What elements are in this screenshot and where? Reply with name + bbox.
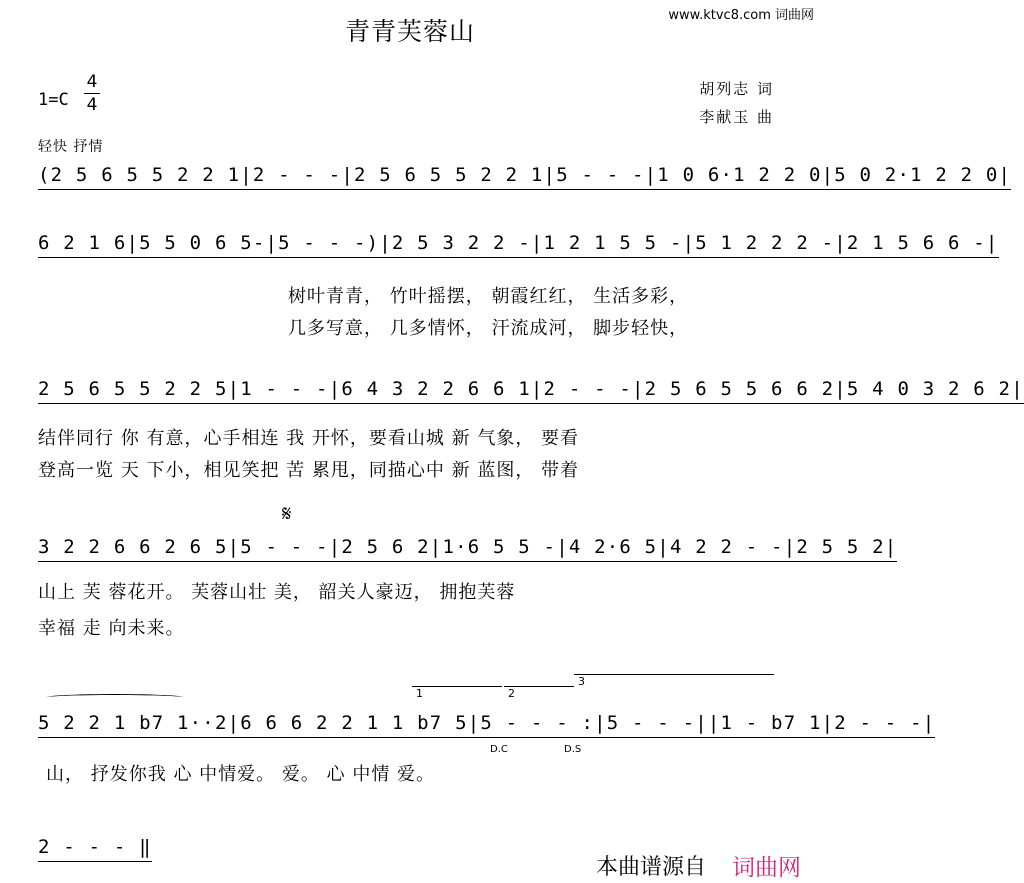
source-site-link[interactable]: 词曲网 bbox=[732, 855, 801, 881]
lyrics-row-3-verse-1: 结伴同行 你 有意，心手相连 我 开怀，要看山城 新 气象， 要看 bbox=[38, 428, 580, 449]
key-signature: 1=C bbox=[38, 90, 69, 110]
notation-row-1: (2 5 6 5 5 2 2 1|2 - - -|2 5 6 5 5 2 2 1|5 - - -|1 0 6·1 2 2 0|5 0 2·1 2 2 0| bbox=[38, 164, 1011, 190]
song-title: 青青芙蓉山 bbox=[344, 17, 475, 46]
ending-bracket-1: 1 bbox=[412, 686, 502, 700]
source-label: 本曲谱源自 bbox=[596, 855, 707, 880]
notation-row-4: 3 2 2 6 6 2 6 5|5 - - -|2 5 6 2|1·6 5 5 -|4 2·6 5|4 2 2 - -|2 5 5 2| bbox=[38, 536, 897, 562]
lyrics-row-4-verse-2: 幸福 走 向未来。 bbox=[38, 618, 185, 639]
lyricist-credit: 胡列志 词 bbox=[699, 80, 774, 98]
lyrics-row-2-verse-2: 几多写意， 几多情怀， 汗流成河， 脚步轻快， bbox=[288, 318, 689, 339]
notation-row-3: 2 5 6 5 5 2 2 5|1 - - -|6 4 3 2 2 6 6 1|2 - - -|2 5 6 5 5 6 6 2|5 4 0 3 2 6 2| bbox=[38, 378, 1024, 404]
lyrics-row-5-verse-1: 山， 抒发你我 心 中情爱。 爱。 心 中情 爱。 bbox=[46, 764, 436, 785]
composer-credit: 李献玉 曲 bbox=[699, 108, 774, 126]
notation-row-2: 6 2 1 6|5 5 0 6 5-|5 - - -)|2 5 3 2 2 -|1 2 1 5 5 -|5 1 2 2 2 -|2 1 5 6 6 -| bbox=[38, 232, 999, 258]
segno-icon: 𝄋 bbox=[282, 502, 292, 527]
dc-mark: D.C bbox=[490, 744, 508, 755]
tempo-marking: 轻快 抒情 bbox=[38, 139, 104, 155]
slur-arc bbox=[46, 694, 184, 701]
time-signature-bar bbox=[84, 93, 100, 94]
time-signature bbox=[84, 72, 100, 115]
notation-row-5: 5 2 2 1 b7 1··2|6 6 6 2 2 1 1 b7 5|5 - - - :|5 - - -||1 - b7 1|2 - - -| bbox=[38, 712, 935, 738]
lyrics-row-3-verse-2: 登高一览 天 下小，相见笑把 苦 累甩，同描心中 新 蓝图， 带着 bbox=[38, 460, 580, 481]
ending-bracket-3: 3 bbox=[574, 674, 774, 688]
lyrics-row-4-verse-1: 山上 芙 蓉花开。 芙蓉山壮 美， 韶关人豪迈， 拥抱芙蓉 bbox=[38, 582, 516, 603]
time-signature-top: 4 bbox=[86, 72, 98, 92]
site-watermark: www.ktvc8.com 词曲网 bbox=[668, 8, 814, 23]
lyrics-row-2-verse-1: 树叶青青， 竹叶摇摆， 朝霞红红， 生活多彩， bbox=[288, 286, 689, 307]
ending-bracket-2: 2 bbox=[504, 686, 574, 700]
notation-row-6: 2 - - - ‖ bbox=[38, 836, 152, 862]
ds-mark: D.S bbox=[564, 744, 582, 755]
time-signature-bottom: 4 bbox=[86, 95, 98, 115]
